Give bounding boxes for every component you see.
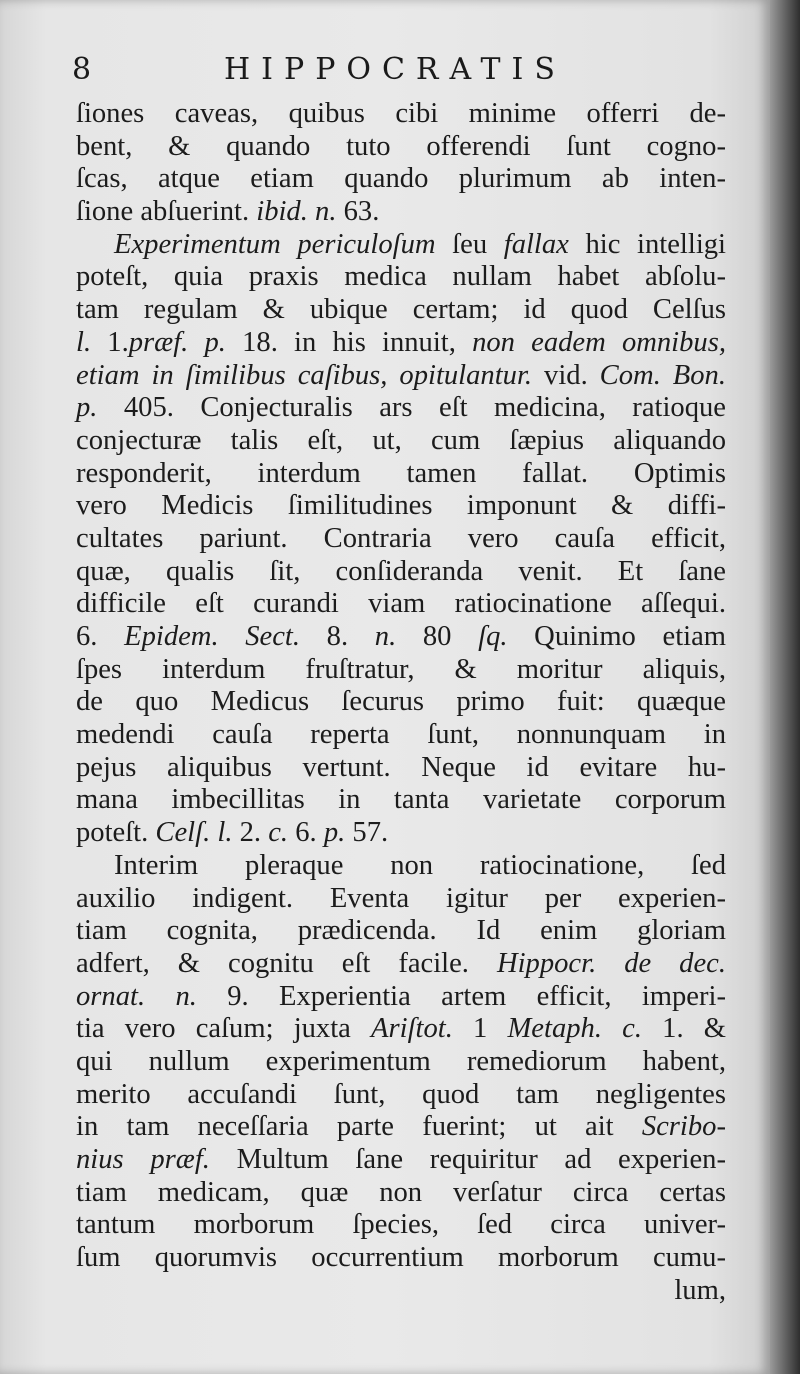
text-segment: 8. (300, 621, 375, 652)
text-line (76, 752, 726, 785)
running-head: HIPPOCRATIS (224, 52, 566, 87)
text-segment: tam regulam & ubique certam; id quod Celſus (76, 294, 726, 326)
text-line (76, 327, 726, 360)
text-segment: medendi cauſa reperta ſunt, nonnunquam in (76, 719, 726, 751)
text-line (76, 490, 726, 523)
text-line (76, 817, 726, 850)
text-segment: 2. (232, 817, 269, 849)
text-line (76, 588, 726, 621)
italic-text-segment: ibid. n. (256, 196, 337, 228)
page-header (72, 50, 712, 90)
text-segment: hic intelligi (568, 228, 727, 260)
italic-text-segment: p. (323, 817, 346, 849)
text-segment: pejus aliquibus vertunt. Neque id evitare hu- (76, 751, 726, 783)
text-line (76, 229, 726, 262)
text-segment: ſcas, atque etiam quando plurimum ab inten- (76, 163, 726, 195)
text-segment: adfert, & cognitu eſt facile. (76, 947, 497, 979)
text-line (76, 1144, 726, 1177)
text-line (76, 294, 726, 327)
text-segment: 6. (76, 621, 125, 652)
text-segment: merito accuſandi ſunt, quod tam negligentes (76, 1078, 726, 1110)
text-line (76, 392, 726, 425)
italic-text-segment: Ariſtot. (371, 1013, 453, 1045)
italic-text-segment: non eadem omnibus, (472, 326, 726, 358)
text-segment: de quo Medicus ſecurus primo fuit: quæque (76, 686, 726, 718)
text-segment: cultates pariunt. Contraria vero cauſa efficit, (76, 522, 726, 554)
text-line (76, 523, 726, 556)
text-line (76, 98, 726, 131)
text-segment: qui nullum experimentum remediorum habent, (76, 1045, 726, 1077)
text-segment: 80 (396, 621, 479, 652)
text-segment: mana imbecillitas in tanta varietate corporum (76, 784, 726, 816)
text-segment: responderit, interdum tamen fallat. Optimis (76, 457, 726, 489)
text-line (76, 360, 726, 393)
text-line (76, 686, 726, 719)
text-line (76, 948, 726, 981)
text-line (76, 261, 726, 294)
italic-text-segment: ornat. n. (76, 980, 197, 1012)
text-line (76, 1079, 726, 1112)
text-line (76, 1046, 726, 1079)
text-segment: tiam medicam, quæ non verſatur circa certas (76, 1176, 726, 1208)
text-segment: 18. in his innuit, (225, 326, 473, 358)
text-segment: tia vero caſum; juxta (76, 1013, 372, 1045)
text-line (76, 1242, 726, 1275)
italic-text-segment: n. (374, 621, 397, 652)
italic-text-segment: Com. Bon. (599, 359, 726, 391)
text-segment: poteſt. (76, 817, 156, 849)
text-segment: quæ, qualis ſit, conſideranda venit. Et ſane (76, 555, 726, 587)
text-segment: ſum quorumvis occurrentium morborum cumu- (76, 1242, 726, 1274)
text-line (76, 1177, 726, 1210)
italic-text-segment: p. (76, 392, 98, 424)
text-line (76, 1275, 726, 1308)
text-line (76, 654, 726, 687)
italic-text-segment: fallax (503, 228, 569, 260)
text-line (76, 1013, 726, 1046)
text-segment: 9. Experientia artem efficit, imperi- (196, 980, 726, 1012)
text-segment: bent, & quando tuto offerendi ſunt cogno- (76, 130, 726, 162)
italic-text-segment: Scribo- (641, 1111, 726, 1143)
text-segment: ſeu (435, 228, 504, 260)
italic-text-segment: ſq. (478, 621, 508, 652)
body-text (76, 98, 726, 1307)
text-segment: vero Medicis ſimilitudines imponunt & diffi- (76, 490, 726, 522)
italic-text-segment: Metaph. c. (507, 1013, 642, 1045)
text-segment: 63. (336, 196, 380, 228)
text-line (76, 1111, 726, 1144)
text-line (76, 458, 726, 491)
text-segment: vid. (532, 359, 600, 391)
text-line (76, 850, 726, 883)
text-line (76, 915, 726, 948)
italic-text-segment: Hippocr. de dec. (496, 947, 726, 979)
text-segment: Quinimo etiam (507, 621, 727, 652)
text-segment: in tam neceſſaria parte fuerint; ut ait (76, 1111, 642, 1143)
text-segment: tantum morborum ſpecies, ſed circa univer- (76, 1209, 726, 1241)
text-line (76, 425, 726, 458)
text-segment: tiam cognita, prædicenda. Id enim gloriam (76, 915, 726, 947)
italic-text-segment: nius præf. (76, 1144, 210, 1175)
text-segment: 1. & (641, 1013, 726, 1045)
text-line (76, 883, 726, 916)
text-segment: 405. Conjecturalis ars eſt medicina, ratioque (97, 392, 726, 424)
text-segment: Multum ſane requiritur ad experien- (209, 1144, 727, 1175)
text-line (76, 981, 726, 1014)
text-segment: difficile eſt curandi viam ratiocinatione aſſequi. (76, 588, 726, 620)
text-segment: ſione abſuerint. (76, 196, 257, 228)
text-segment: ſiones caveas, quibus cibi minime offerri de- (76, 98, 726, 129)
text-segment: 1. (91, 326, 129, 358)
text-segment: poteſt, quia praxis medica nullam habet abſolu- (76, 261, 726, 293)
italic-text-segment: Celſ. l. (155, 817, 233, 849)
text-line (76, 163, 726, 196)
text-line (76, 719, 726, 752)
italic-text-segment: præf. p. (128, 326, 226, 358)
text-line (76, 621, 726, 654)
text-line (76, 131, 726, 164)
text-segment: auxilio indigent. Eventa igitur per experien- (76, 882, 726, 914)
italic-text-segment: l. (76, 326, 92, 358)
book-edge-shadow (770, 0, 800, 1374)
italic-text-segment: c. (268, 817, 289, 849)
text-segment: conjecturæ talis eſt, ut, cum ſæpius aliquando (76, 424, 726, 456)
italic-text-segment: etiam in ſimilibus caſibus, opitulantur. (76, 359, 533, 391)
page-number: 8 (72, 52, 92, 87)
text-line (76, 556, 726, 589)
text-segment: Interim pleraque non ratiocinatione, ſed (114, 849, 726, 881)
text-segment: 1 (452, 1013, 508, 1045)
text-line (76, 784, 726, 817)
text-segment: 57. (345, 817, 389, 849)
italic-text-segment: Experimentum periculoſum (114, 228, 436, 260)
text-segment: ſpes interdum fruſtratur, & moritur aliquis, (76, 653, 726, 685)
text-line (76, 1209, 726, 1242)
text-segment: lum, (674, 1274, 726, 1306)
text-segment: 6. (288, 817, 324, 849)
italic-text-segment: Epidem. Sect. (124, 621, 301, 652)
text-line (76, 196, 726, 229)
